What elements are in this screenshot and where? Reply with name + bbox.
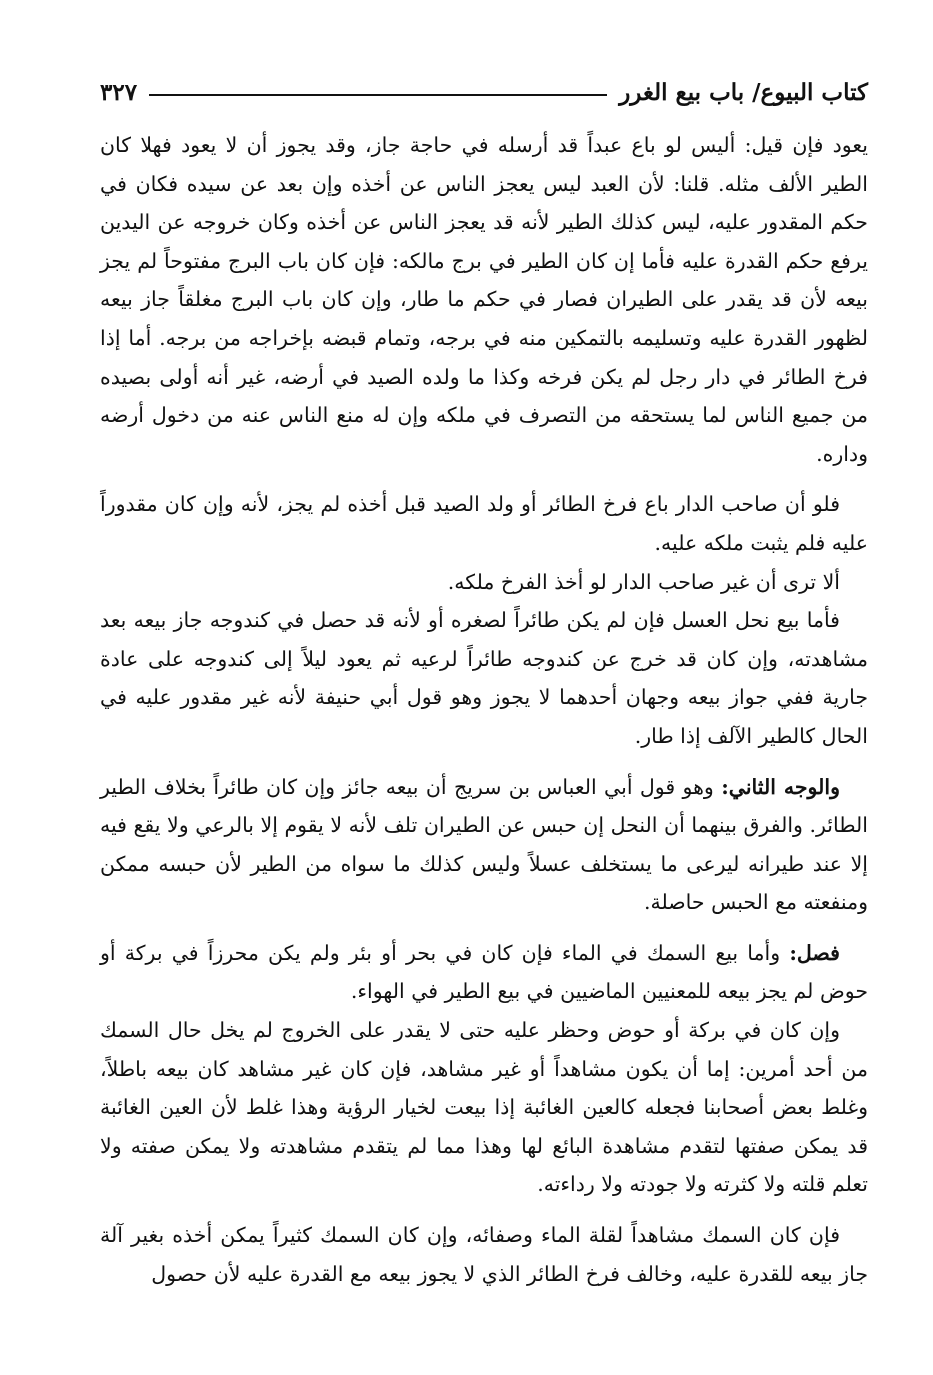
paragraph-text: ألا ترى أن غير صاحب الدار لو أخذ الفرخ ملكه. [447, 569, 840, 594]
paragraph-text: يعود فإن قيل: أليس لو باع عبداً قد أرسله في حاجة جاز، وقد يجوز أن لا يعود فهلا كان الطير الألف مثله. قلنا: لأن العبد ليس يعجز الناس عن أخذه وإن بعد عن سيده فكان في حكم المقدور عليه، ليس كذلك الطير لأنه قد يعجز الناس عن أخذه وكان خروجه عن اليدين يرفع حكم القدرة عليه فأما إن كان الطير في برج مالكه: فإن كان باب البرج مفتوحاً لم يجز بيعه لأن قد يقدر على الطيران فصار في حكم ما طار، وإن كان باب البرج مغلقاً جاز بيعه لظهور القدرة عليه وتسليمه بالتمكين منه في برجه، وتمام قبضه بإخراجه من برجه. أما إذا فرخ الطائر في دار رجل لم يكن فرخه وكذا ما ولده الصيد في أرضه، غير أنه أولى بصيده من جميع الناس لما يستحقه من التصرف في ملكه وإن له منع الناس عنه من دخول أرضه وداره. [100, 133, 868, 466]
paragraph-text: فلو أن صاحب الدار باع فرخ الطائر أو ولد الصيد قبل أخذه لم يجز، لأنه وإن كان مقدوراً عليه فلم يثبت ملكه عليه. [100, 492, 868, 555]
section-label: فصل: [789, 940, 840, 965]
paragraph [100, 1216, 868, 1293]
paragraph [100, 126, 868, 473]
paragraph [100, 1011, 868, 1204]
paragraph-text: فأما بيع نحل العسل فإن لم يكن طائراً لصغره أو لأنه قد حصل في كندوجه جاز بيعه بعد مشاهدته، وإن كان قد خرج عن كندوجه طائراً لرعيه ثم يعود ليلاً إلى كندوجه على عادة جارية ففي جواز بيعه وجهان أحدهما لا يجوز وهو قول أبي حنيفة لأنه غير مقدور عليه في الحال كالطير الآلف إذا طار. [100, 608, 868, 748]
paragraph [100, 768, 868, 922]
page-number: ٣٢٧ [100, 78, 138, 106]
paragraph-text: وأما بيع السمك في الماء فإن كان في بحر أو بئر ولم يكن محرزاً في بركة أو حوض لم يجز بيعه للمعنيين الماضيين في بيع الطير في الهواء. [100, 940, 868, 1004]
paragraph-lead: والوجه الثاني: [721, 774, 840, 799]
chapter-title: كتاب البيوع/ باب بيع الغرر [619, 78, 868, 106]
paragraph [100, 563, 868, 602]
header-rule [149, 94, 607, 96]
paragraph [100, 601, 868, 755]
paragraph [100, 934, 868, 1011]
running-header [100, 68, 868, 116]
paragraph-text: فإن كان السمك مشاهداً لقلة الماء وصفائه، وإن كان السمك كثيراً يمكن أخذه بغير آلة جاز بيعه للقدرة عليه، وخالف فرخ الطائر الذي لا يجوز بيعه مع القدرة عليه لأن حصول [100, 1223, 868, 1286]
paragraph-text: وإن كان في بركة أو حوض وحظر عليه حتى لا يقدر على الخروج لم يخل حال السمك من أحد أمرين: إما أن يكون مشاهداً أو غير مشاهد، فإن كان غير مشاهد كان بيعه باطلاً، وغلط بعض أصحابنا فجعله كالعين الغائبة إذا بيعت لخيار الرؤية وهذا غلط لأن العين الغائبة قد يمكن صفتها لتقدم مشاهدة البائع لها وهذا مما لم يتقدم مشاهدته ولا يمكن صفته ولا تعلم قلته ولا كثرته ولا جودته ولا رداءته. [100, 1018, 868, 1197]
paragraph [100, 485, 868, 562]
paragraph-text: وهو قول أبي العباس بن سريج أن بيعه جائز وإن كان طائراً بخلاف الطير الطائر. والفرق بينهما أن النحل إن حبس عن الطيران تلف لأنه لا يقوم إلا بالرعي ولا يقع فيه إلا عند طيرانه ليرعى ما يستخلف عسلاً وليس كذلك ما سواه من الطير لأن حبسه ممكن ومنفعته مع الحبس حاصلة. [100, 774, 868, 915]
book-page [100, 68, 868, 1328]
body-text [100, 126, 868, 1293]
